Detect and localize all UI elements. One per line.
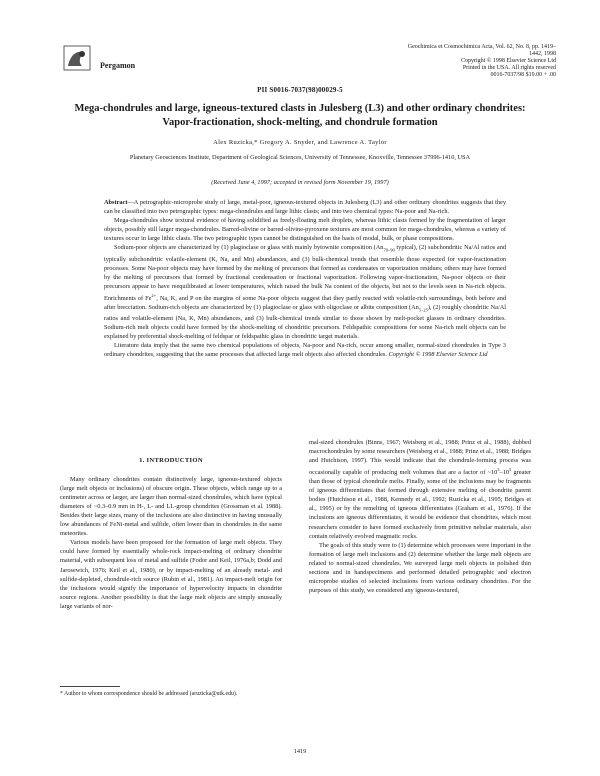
body-paragraph: mal-sized chondrules (Binns, 1967; Weisberg et al., 1988; Prinz et al., 1988), dubbed macrochondrules by some researchers (Weisberg et al., 1988; Prinz et al., 1988; Bridges and Hutchison, 1997). This would indicate that the chondrule-forming process was occasionally capable of producing melt volumes that are a factor of $\sim 10^3-10^5$ greater than those of typical chondrule melts. Finally, some of the inclusions may be fragments of igneous differentiates that formed through extensive melting of chondrite parent bodies (Hutchison et al., 1988, Kennedy et al., 1992; Ruzicka et al., 1995; Bridges et al., 1995) or by the remelting of igneous differentiates (Graham et al., 1976). If the inclusions are igneous differentiates, it would be evidence that chondrites, which most researchers consider to have formed exclusively from primitive nebular materials, also contain relatively evolved magmatic rocks. — [309, 439, 531, 540]
abstract — [104, 198, 506, 359]
publisher-name: Pergamon — [100, 61, 136, 70]
journal-line: Copyright © 1998 Elsevier Science Ltd — [460, 58, 556, 64]
right-column — [309, 438, 531, 595]
authors: Alex Ruzicka,* Gregory A. Snyder, and Lawrence A. Taylor — [213, 139, 387, 146]
page-number: 1419 — [293, 748, 307, 755]
abstract-paragraph: Literature data imply that the same two chemical populations of objects, Na-poor and Na-rich, occur among smaller, normal-sized chondrules in Type 3 ordinary chondrites, suggesting that the same processes that affected large melt objects also affected chondrules. Copyright © 1998 Elsevier Science Ltd — [104, 342, 506, 359]
abstract-label: Abstract — [104, 199, 128, 206]
section-heading: 1. INTRODUCTION — [139, 457, 203, 464]
journal-line: Geochimica et Cosmochimica Acta, Vol. 62, No. 8, pp. 1419–1442, 1998 — [407, 44, 556, 57]
body-paragraph: Many ordinary chondrites contain distinctively large, igneous-textured objects (large melt objects or inclusions) of obscure origin. These objects, which range up to a centimeter across or larger, are larger than normal-sized chondrules, which have typical diameters of ~0.3–0.9 mm in H-, L- and LL-group chondrites (Grossman et al. 1988). Besides their large sizes, many of the inclusions are also distinctive in having unusually low abundances of FeNi-metal and sulfide, often lower than in chondrules in the same meteorites. — [60, 476, 282, 538]
article-title: Mega-chondrules and large, igneous-textured clasts in Julesberg (L3) and other ordinary chondrites: Vapor-fractionation, shock-melting, and chondrule formation — [74, 103, 526, 128]
abstract-paragraph: Mega-chondrules show textural evidence of having solidified as freely-floating melt droplets, whereas lithic clasts formed by the fragmentation of larger objects, possibly still larger mega-chondrules. Barred-olivine or barred-olivine-pyroxene textures are most common for mega-chondrules, whereas a variety of textures occur in large lithic clasts. The two petrographic types cannot be distinguished on the basis of modal, bulk, or phase compositions. — [104, 217, 506, 243]
body-paragraph: Various models have been proposed for the formation of large melt objects. They could have formed by essentially whole-rock impact-melting of ordinary chondrite material, with subsequent loss of metal and sulfide (Fodor and Keil, 1976a,b; Dodd and Jarosewich, 1976; Keil et al., 1980), or by impact-melting of an already metal- and sulfide-depleted, chondrule-rich source (Rubin et al., 1981). An impact-melt origin for the inclusions would signify the importance of hypervelocity impacts in chondrite source regions. Another possibility is that the large melt objects are simply unusually large variants of nor- — [60, 539, 282, 610]
abstract-paragraph: Sodium-poor objects are characterized by (1) plagioclase or glass with mainly bytownite composition ($An_{70-90}$ typical), (2) subchondritic Na/Al ratios and typically subchondritic volatile-element (K, Na, and Mn) abundances, and (3) bulk-chemical trends that resemble those expected for vapor-fractionation processes. Some Na-poor objects may have formed by the melting of precursors that formed as condensates or vaporization residues; others may have formed by the melting of precursors that formed by fractional condensation or fractional vaporization. Following vapor-fractionation, Na-poor objects or their precursors appear to have reequilibrated at lower temperatures, which raised the bulk Na content of the objects, but not to the levels seen in Na-rich objects. Enrichments of $Fe^{2+}$, Na, K, and P on the margins of some Na-poor objects suggest that they partly reacted with volatile-rich surroundings, both before and after brecciation. Sodium-rich objects are characterized by (1) plagioclase or glass with oligoclase or albite composition $(An_{5-25})$, (2) roughly chondritic Na/Al ratios and volatile-element (Na, K, Mn) abundances, and (3) bulk-chemical trends similar to those shown by melt-pocket glasses in ordinary chondrites. Sodium-rich melt objects could have formed by the shock-melting of chondritic precursors. Feldspathic compositions for some Na-rich melt objects can be explained by preferential shock-melting of feldspar or feldspathic glass in chondritic target materials. — [104, 244, 507, 341]
abstract-paragraph: Abstract—A petrographic-microprobe study of large, metal-poor, igneous-textured objects in Julesberg (L3) and other ordinary chondrites suggests that they can be classified into two petrographic types: mega-chondrules and large lithic clasts; and into two chemical types: Na-poor and Na-rich. — [104, 199, 506, 216]
publisher-logo — [60, 44, 100, 72]
affiliation: Planetary Geosciences Institute, Department of Geological Sciences, University of Tennessee, Knoxville, Tennessee 37996-1410, USA — [129, 154, 471, 161]
journal-info — [396, 44, 556, 79]
footnote-divider — [60, 686, 120, 687]
received-dates: (Received June 4, 1997; accepted in revised form November 19, 1997) — [211, 179, 389, 186]
body-paragraph: The goals of this study were to (1) determine which processes were important in the formation of large melt inclusions and (2) determine whether the large melt objects are related to normal-sized chondrules. We surveyed large melt objects in polished thin sections and in handspecimens and performed detailed petrographic and electron microprobe studies of selected inclusions from various ordinary chondrites. For the purposes of this study, we considered any igneous-textured, — [309, 541, 531, 594]
left-column — [60, 448, 282, 611]
pii: PII S0016-7037(98)00029-5 — [257, 86, 343, 94]
footnote: * Author to whom correspondence should be addressed (aruzicka@utk.edu). — [60, 691, 238, 697]
abstract-copyright: Copyright © 1998 Elsevier Science Ltd — [388, 351, 488, 359]
journal-line: Printed in the USA. All rights reserved — [462, 65, 556, 71]
journal-line: 0016-7037/98 $19.00 + .00 — [490, 72, 556, 78]
